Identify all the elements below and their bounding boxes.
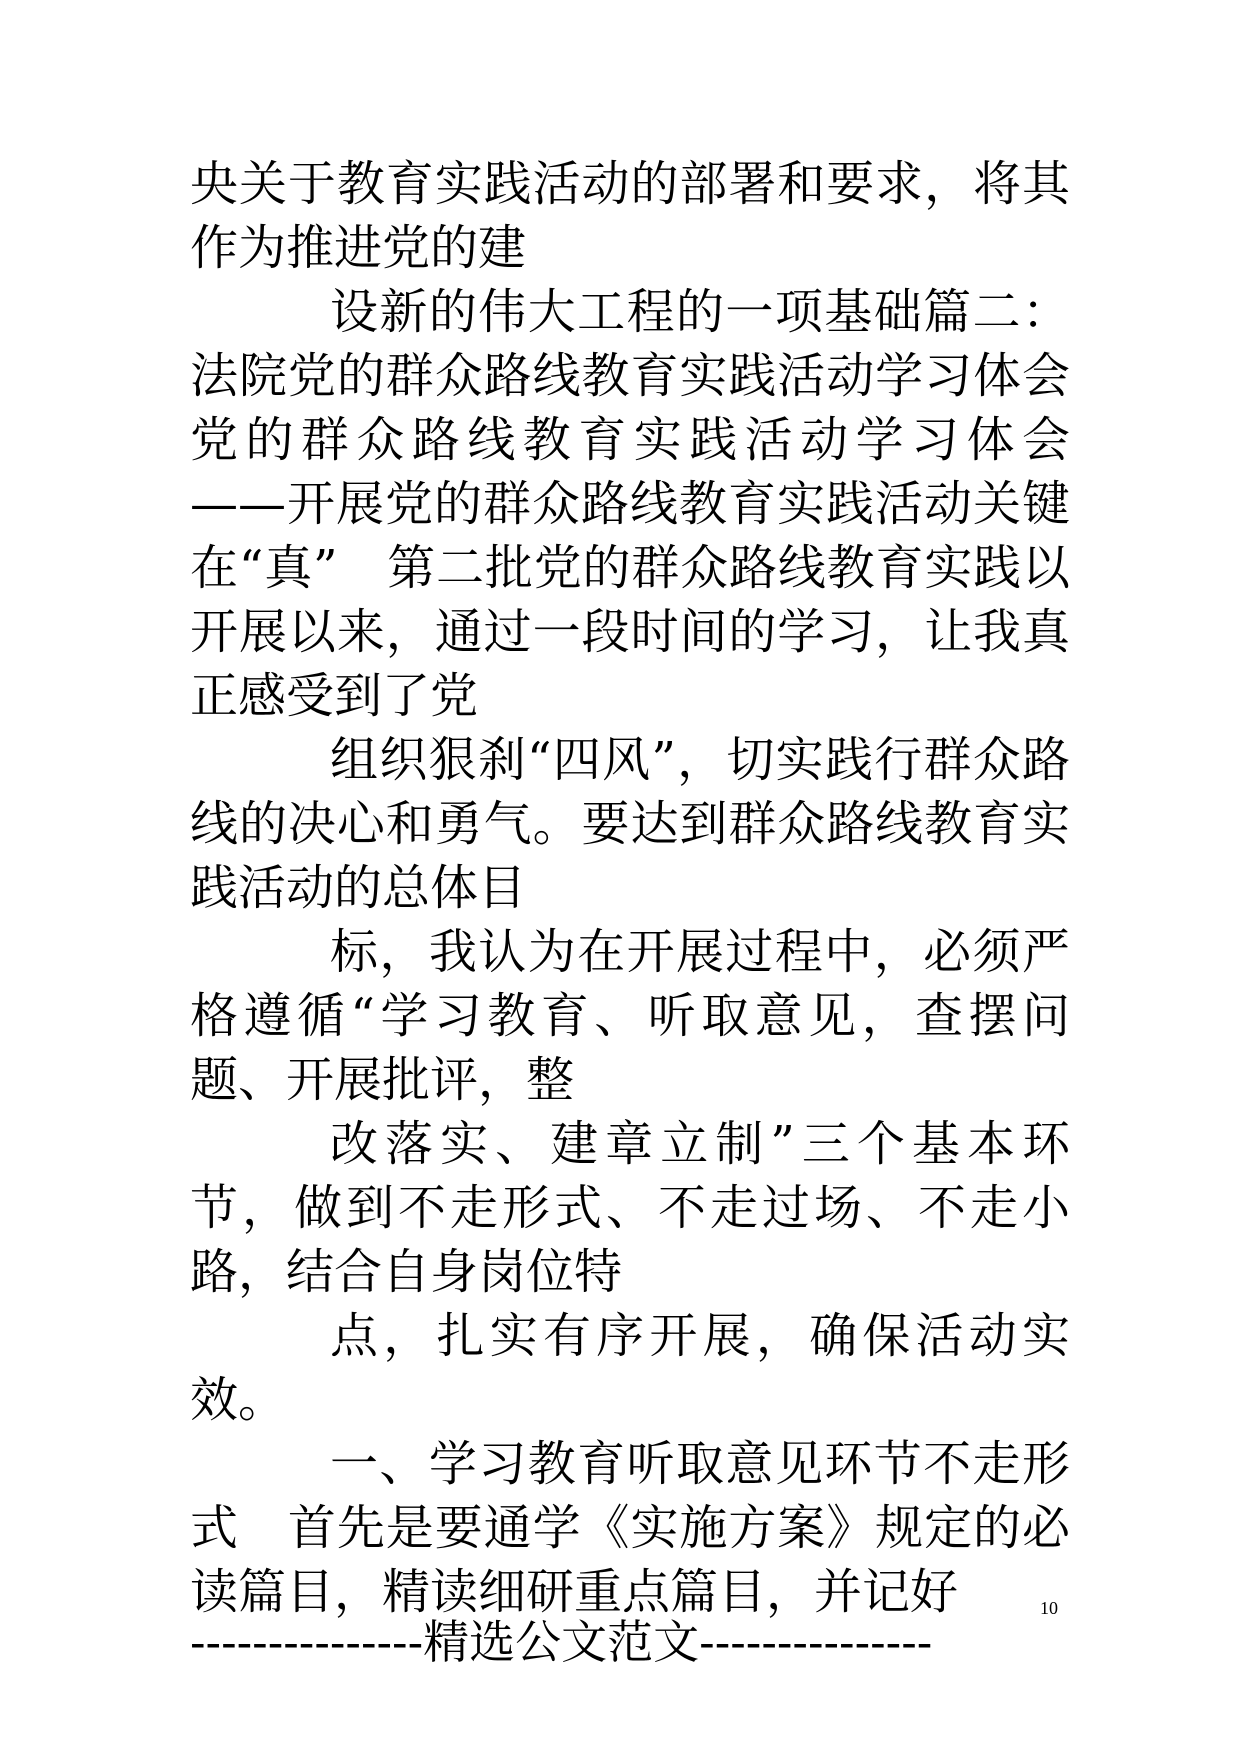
paragraph-5: 改落实、建章立制”三个基本环节，做到不走形式、不走过场、不走小路，结合自身岗位特 — [190, 1116, 1070, 1300]
page-number: 10 — [1040, 1598, 1058, 1618]
paragraph-2: 设新的伟大工程的一项基础篇二：法院党的群众路线教育实践活动学习体会 党的群众路线教育实践活动学习体会 ——开展党的群众路线教育实践活动关键在“真” 第二批党的群众路线教育实践以开展以来，通过一段时间的学习，让我真正感受到了党 — [190, 284, 1119, 724]
paragraph-4: 标，我认为在开展过程中，必须严格遵循“学习教育、听取意见，查摆问题、开展批评，整 — [190, 924, 1070, 1108]
document-body — [190, 152, 1119, 1624]
paragraph-1: 央关于教育实践活动的部署和要求，将其作为推进党的建 — [190, 156, 1070, 276]
page-footer — [190, 1612, 1070, 1672]
paragraph-3: 组织狠刹“四风”，切实践行群众路线的决心和勇气。要达到群众路线教育实践活动的总体目 — [190, 732, 1070, 916]
paragraph-7: 一、学习教育听取意见环节不走形式 首先是要通学《实施方案》规定的必读篇目，精读细研重点篇目，并记好 — [190, 1436, 1070, 1620]
paragraph-6: 点，扎实有序开展，确保活动实效。 — [190, 1308, 1070, 1428]
footer-text: ---------------精选公文范文--------------- — [190, 1615, 933, 1669]
